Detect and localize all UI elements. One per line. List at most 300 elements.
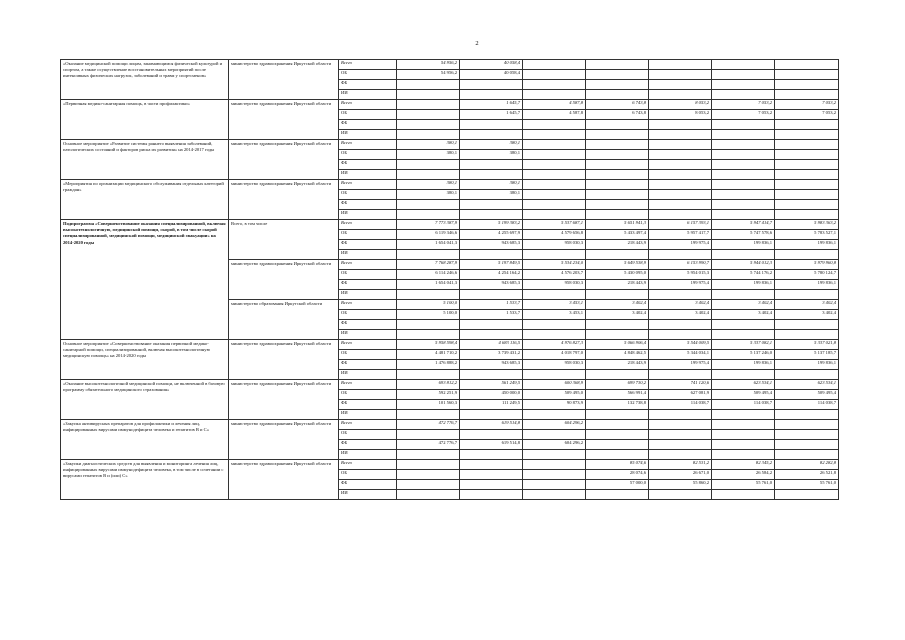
- amount-cell: [460, 250, 523, 260]
- amount-cell: [586, 160, 649, 170]
- amount-cell: 6 743,8: [586, 100, 649, 110]
- amount-cell: 5 544 009,5: [649, 340, 712, 350]
- amount-cell: 380,1: [397, 180, 460, 190]
- amount-cell: [775, 80, 839, 90]
- program-name-cell: Основное мероприятие «Развитие системы раннего выявления заболеваний, патологических состояний и факторов риска их развития» на 2014-2017 годы: [61, 140, 229, 180]
- funding-source-cell: ИИ: [339, 370, 397, 380]
- amount-cell: [712, 190, 775, 200]
- amount-cell: 111 249,5: [460, 400, 523, 410]
- amount-cell: [523, 490, 586, 500]
- amount-cell: 6 157 393,1: [649, 220, 712, 230]
- amount-cell: 4 481 710,2: [397, 350, 460, 360]
- amount-cell: [397, 200, 460, 210]
- funding-source-cell: ФБ: [339, 80, 397, 90]
- amount-cell: [775, 320, 839, 330]
- amount-cell: [586, 180, 649, 190]
- funding-source-cell: Всего: [339, 260, 397, 270]
- funding-source-cell: ОБ: [339, 190, 397, 200]
- amount-cell: [586, 120, 649, 130]
- amount-cell: 26 521,8: [775, 470, 839, 480]
- amount-cell: 509 495,4: [775, 390, 839, 400]
- amount-cell: 6 114 246,6: [397, 270, 460, 280]
- amount-cell: [523, 170, 586, 180]
- amount-cell: [397, 320, 460, 330]
- amount-cell: 8 053,2: [649, 110, 712, 120]
- amount-cell: [712, 320, 775, 330]
- amount-cell: 619 514,8: [460, 420, 523, 430]
- amount-cell: [460, 80, 523, 90]
- amount-cell: [649, 330, 712, 340]
- amount-cell: [649, 60, 712, 70]
- amount-cell: 3 739 431,2: [460, 350, 523, 360]
- amount-cell: [460, 480, 523, 490]
- amount-cell: 101 560,3: [397, 400, 460, 410]
- amount-cell: 619 514,8: [460, 440, 523, 450]
- amount-cell: [460, 210, 523, 220]
- amount-cell: 199 836,1: [775, 280, 839, 290]
- amount-cell: [397, 160, 460, 170]
- amount-cell: [460, 200, 523, 210]
- amount-cell: [523, 430, 586, 440]
- amount-cell: 604 296,2: [523, 420, 586, 430]
- amount-cell: [712, 150, 775, 160]
- amount-cell: [523, 470, 586, 480]
- amount-cell: 5 137 246,0: [712, 350, 775, 360]
- amount-cell: 1 645,7: [460, 100, 523, 110]
- amount-cell: [586, 190, 649, 200]
- amount-cell: [649, 80, 712, 90]
- amount-cell: [649, 120, 712, 130]
- funding-source-cell: ИИ: [339, 250, 397, 260]
- amount-cell: 7 053,2: [712, 100, 775, 110]
- amount-cell: 1 645,7: [460, 110, 523, 120]
- amount-cell: 4 579 656,8: [523, 230, 586, 240]
- amount-cell: [775, 370, 839, 380]
- amount-cell: 5 780 124,7: [775, 270, 839, 280]
- amount-cell: 380,1: [460, 190, 523, 200]
- funding-source-cell: ИИ: [339, 290, 397, 300]
- amount-cell: 199 975,4: [649, 280, 712, 290]
- amount-cell: 1 533,7: [460, 310, 523, 320]
- amount-cell: [397, 460, 460, 470]
- amount-cell: [775, 70, 839, 80]
- amount-cell: [586, 140, 649, 150]
- amount-cell: 199 975,4: [649, 240, 712, 250]
- amount-cell: [523, 80, 586, 90]
- amount-cell: [775, 450, 839, 460]
- funding-source-cell: Всего: [339, 100, 397, 110]
- amount-cell: 7 053,2: [775, 100, 839, 110]
- amount-cell: [775, 420, 839, 430]
- amount-cell: [586, 440, 649, 450]
- amount-cell: [586, 130, 649, 140]
- amount-cell: [649, 160, 712, 170]
- amount-cell: [460, 90, 523, 100]
- funding-source-cell: ИИ: [339, 410, 397, 420]
- amount-cell: 3 453,1: [523, 300, 586, 310]
- amount-cell: [649, 150, 712, 160]
- amount-cell: 566 991,4: [586, 390, 649, 400]
- amount-cell: 4 587,8: [523, 110, 586, 120]
- amount-cell: 380,1: [397, 150, 460, 160]
- amount-cell: [649, 420, 712, 430]
- amount-cell: 1 654 041,3: [397, 240, 460, 250]
- funding-source-cell: ФБ: [339, 440, 397, 450]
- amount-cell: 958 030,3: [523, 360, 586, 370]
- amount-cell: 7 768 287,9: [397, 260, 460, 270]
- amount-cell: [775, 120, 839, 130]
- executor-cell: министерство здравоохранения Иркутской области: [229, 340, 339, 380]
- amount-cell: [586, 250, 649, 260]
- program-name-cell: Подпрограмма «Совершенствование оказания специализированной, включая высокотехнологичную, медицинской помощи, скорой, в том числе скорой специализированной, медицинской помощи, медицинской эвакуации» на 2014-2020 годы: [61, 220, 229, 340]
- amount-cell: 5 744 176,2: [712, 270, 775, 280]
- amount-cell: 4 576 203,7: [523, 270, 586, 280]
- funding-source-cell: ОБ: [339, 350, 397, 360]
- funding-source-cell: Всего: [339, 460, 397, 470]
- amount-cell: 509 495,4: [712, 390, 775, 400]
- amount-cell: 5 199 383,2: [460, 220, 523, 230]
- amount-cell: [712, 180, 775, 190]
- amount-cell: 5 197 849,5: [460, 260, 523, 270]
- amount-cell: 561 249,5: [460, 380, 523, 390]
- program-name-cell: Основное мероприятие «Совершенствование оказания первичной медико-санитарной помощи, специализированной, включая высокотехнологичную медицинскую помощь» на 2014-2020 годы: [61, 340, 229, 380]
- amount-cell: 5 783 527,1: [775, 230, 839, 240]
- amount-cell: [586, 320, 649, 330]
- amount-cell: [586, 90, 649, 100]
- amount-cell: 55 860,2: [649, 480, 712, 490]
- amount-cell: [397, 90, 460, 100]
- amount-cell: [649, 320, 712, 330]
- amount-cell: [523, 410, 586, 420]
- amount-cell: [397, 290, 460, 300]
- amount-cell: [586, 330, 649, 340]
- amount-cell: 472 776,7: [397, 420, 460, 430]
- amount-cell: [460, 410, 523, 420]
- amount-cell: [712, 490, 775, 500]
- executor-cell: министерство здравоохранения Иркутской области: [229, 420, 339, 460]
- amount-cell: 4 018 797,0: [523, 350, 586, 360]
- amount-cell: [775, 490, 839, 500]
- amount-cell: [775, 250, 839, 260]
- amount-cell: [586, 150, 649, 160]
- amount-cell: [775, 200, 839, 210]
- funding-source-cell: ОБ: [339, 230, 397, 240]
- amount-cell: [712, 330, 775, 340]
- amount-cell: 693 812,2: [397, 380, 460, 390]
- amount-cell: [460, 490, 523, 500]
- amount-cell: [586, 410, 649, 420]
- amount-cell: [460, 120, 523, 130]
- amount-cell: 1 476 888,2: [397, 360, 460, 370]
- amount-cell: 509 495,0: [523, 390, 586, 400]
- amount-cell: [586, 420, 649, 430]
- amount-cell: 3 402,4: [775, 300, 839, 310]
- amount-cell: [460, 330, 523, 340]
- amount-cell: [649, 290, 712, 300]
- executor-cell: министерство здравоохранения Иркутской области: [229, 180, 339, 220]
- amount-cell: [586, 170, 649, 180]
- amount-cell: [712, 370, 775, 380]
- amount-cell: [460, 470, 523, 480]
- amount-cell: 199 836,1: [712, 280, 775, 290]
- amount-cell: [523, 450, 586, 460]
- amount-cell: [712, 250, 775, 260]
- amount-cell: [586, 200, 649, 210]
- amount-cell: [775, 160, 839, 170]
- amount-cell: [523, 150, 586, 160]
- amount-cell: 380,1: [460, 150, 523, 160]
- amount-cell: 380,1: [460, 140, 523, 150]
- amount-cell: 54 956,2: [397, 70, 460, 80]
- amount-cell: 5 100,0: [397, 310, 460, 320]
- amount-cell: 5 430 095,0: [586, 270, 649, 280]
- amount-cell: 90 873,9: [523, 400, 586, 410]
- executor-cell: министерство здравоохранения Иркутской области: [229, 260, 339, 300]
- amount-cell: [649, 490, 712, 500]
- amount-cell: [397, 450, 460, 460]
- funding-source-cell: ФБ: [339, 120, 397, 130]
- amount-cell: 380,1: [460, 180, 523, 190]
- funding-source-cell: ФБ: [339, 320, 397, 330]
- amount-cell: [460, 460, 523, 470]
- amount-cell: 8 053,2: [649, 100, 712, 110]
- amount-cell: 5 534 234,0: [523, 260, 586, 270]
- amount-cell: 472 776,7: [397, 440, 460, 450]
- amount-cell: [775, 440, 839, 450]
- funding-source-cell: ИИ: [339, 490, 397, 500]
- funding-source-cell: ОБ: [339, 270, 397, 280]
- funding-source-cell: ИИ: [339, 170, 397, 180]
- amount-cell: 114 038,7: [775, 400, 839, 410]
- amount-cell: [397, 120, 460, 130]
- amount-cell: 5 337 082,1: [712, 340, 775, 350]
- amount-cell: [775, 60, 839, 70]
- program-name-cell: «Оказание высокотехнологичной медицинской помощи, не включенной в базовую программу обязательного медицинского страхования»: [61, 380, 229, 420]
- amount-cell: 943 685,3: [460, 280, 523, 290]
- amount-cell: [712, 430, 775, 440]
- amount-cell: [397, 480, 460, 490]
- amount-cell: [775, 330, 839, 340]
- amount-cell: 623 534,1: [712, 380, 775, 390]
- amount-cell: 40 058,4: [460, 70, 523, 80]
- amount-cell: 5 947 414,7: [712, 220, 775, 230]
- amount-cell: 7 773 387,9: [397, 220, 460, 230]
- funding-source-cell: ИИ: [339, 330, 397, 340]
- executor-cell: министерство здравоохранения Иркутской области: [229, 460, 339, 500]
- amount-cell: 7 053,2: [775, 110, 839, 120]
- amount-cell: 5 066 906,4: [586, 340, 649, 350]
- amount-cell: 5 100,0: [397, 300, 460, 310]
- amount-cell: [775, 430, 839, 440]
- amount-cell: 627 081,9: [649, 390, 712, 400]
- amount-cell: 380,1: [397, 140, 460, 150]
- amount-cell: 26 584,2: [712, 470, 775, 480]
- amount-cell: 3 402,4: [712, 310, 775, 320]
- amount-cell: [775, 210, 839, 220]
- amount-cell: [523, 250, 586, 260]
- amount-cell: [523, 190, 586, 200]
- table-row: [61, 340, 839, 350]
- amount-cell: [586, 490, 649, 500]
- amount-cell: [460, 370, 523, 380]
- funding-source-cell: ИИ: [339, 130, 397, 140]
- amount-cell: [712, 420, 775, 430]
- amount-cell: [397, 330, 460, 340]
- program-name-cell: «Закупка антивирусных препаратов для профилактики и лечения лиц, инфицированных вирусами иммунодефицита человека и гепатитов B и C»: [61, 420, 229, 460]
- amount-cell: 3 402,4: [649, 310, 712, 320]
- table-row: [61, 380, 839, 390]
- amount-cell: [397, 370, 460, 380]
- amount-cell: [649, 140, 712, 150]
- amount-cell: [460, 320, 523, 330]
- amount-cell: 3 402,4: [775, 310, 839, 320]
- amount-cell: 958 030,3: [523, 280, 586, 290]
- amount-cell: [460, 430, 523, 440]
- amount-cell: [460, 130, 523, 140]
- amount-cell: 943 685,3: [460, 360, 523, 370]
- table-row: [61, 420, 839, 430]
- funding-source-cell: ОБ: [339, 470, 397, 480]
- amount-cell: 218 443,9: [586, 280, 649, 290]
- amount-cell: 4 254 164,2: [460, 270, 523, 280]
- amount-cell: [586, 60, 649, 70]
- amount-cell: 114 038,7: [712, 400, 775, 410]
- amount-cell: [586, 450, 649, 460]
- amount-cell: [523, 120, 586, 130]
- amount-cell: [775, 170, 839, 180]
- amount-cell: [712, 160, 775, 170]
- amount-cell: [586, 290, 649, 300]
- program-name-cell: «Закупки диагностических средств для выявления и мониторинга лечения лиц, инфицированных вирусами иммунодефицита человека, в том числе в сочетании с вирусами гепатитов B и (или) C»: [61, 460, 229, 500]
- amount-cell: 5 433 497,4: [586, 230, 649, 240]
- amount-cell: [523, 140, 586, 150]
- amount-cell: 57 000,0: [586, 480, 649, 490]
- amount-cell: [586, 80, 649, 90]
- amount-cell: 5 957 417,7: [649, 230, 712, 240]
- amount-cell: 5 747 578,6: [712, 230, 775, 240]
- amount-cell: 5 944 012,3: [712, 260, 775, 270]
- amount-cell: 5 137 185,7: [775, 350, 839, 360]
- budget-table: [60, 59, 839, 500]
- amount-cell: [460, 450, 523, 460]
- amount-cell: [649, 170, 712, 180]
- table-row: [61, 140, 839, 150]
- amount-cell: [586, 70, 649, 80]
- executor-cell: Всего, в том числе: [229, 220, 339, 260]
- funding-source-cell: ОБ: [339, 110, 397, 120]
- amount-cell: 5 979 960,8: [775, 260, 839, 270]
- amount-cell: 82 531,2: [649, 460, 712, 470]
- amount-cell: [523, 460, 586, 470]
- amount-cell: [649, 410, 712, 420]
- amount-cell: [460, 160, 523, 170]
- amount-cell: 450 000,0: [460, 390, 523, 400]
- program-name-cell: «Оказание медицинской помощи лицам, занимающимся физической культурой и спортом, а также осуществление восстановительных мероприятий после интенсивных физических нагрузок, заболеваний и травм у спортсменов»: [61, 60, 229, 100]
- amount-cell: 28 074,6: [586, 470, 649, 480]
- amount-cell: [523, 60, 586, 70]
- amount-cell: [397, 110, 460, 120]
- amount-cell: 5 958 598,4: [397, 340, 460, 350]
- amount-cell: [523, 160, 586, 170]
- amount-cell: [775, 410, 839, 420]
- amount-cell: 699 730,2: [586, 380, 649, 390]
- amount-cell: [649, 70, 712, 80]
- funding-source-cell: Всего: [339, 420, 397, 430]
- amount-cell: [397, 100, 460, 110]
- program-name-cell: «Мероприятия по организации медицинского обслуживания отдельных категорий граждан»: [61, 180, 229, 220]
- amount-cell: 55 761,0: [712, 480, 775, 490]
- funding-source-cell: Всего: [339, 380, 397, 390]
- funding-source-cell: Всего: [339, 180, 397, 190]
- funding-source-cell: Всего: [339, 140, 397, 150]
- amount-cell: [649, 370, 712, 380]
- amount-cell: [712, 170, 775, 180]
- amount-cell: [397, 170, 460, 180]
- funding-source-cell: Всего: [339, 340, 397, 350]
- funding-source-cell: ОБ: [339, 310, 397, 320]
- funding-source-cell: ИИ: [339, 90, 397, 100]
- amount-cell: [523, 130, 586, 140]
- amount-cell: 592 251,9: [397, 390, 460, 400]
- amount-cell: [712, 120, 775, 130]
- amount-cell: 199 836,1: [712, 360, 775, 370]
- funding-source-cell: ФБ: [339, 280, 397, 290]
- amount-cell: 85 074,6: [586, 460, 649, 470]
- amount-cell: 7 053,2: [712, 110, 775, 120]
- amount-cell: [523, 290, 586, 300]
- amount-cell: [712, 290, 775, 300]
- amount-cell: 55 761,0: [775, 480, 839, 490]
- amount-cell: [397, 470, 460, 480]
- amount-cell: [397, 210, 460, 220]
- executor-cell: министерство образования Иркутской области: [229, 300, 339, 340]
- program-name-cell: «Первичная медико-санитарная помощь, в части профилактики»: [61, 100, 229, 140]
- amount-cell: [586, 370, 649, 380]
- amount-cell: [649, 90, 712, 100]
- amount-cell: [775, 130, 839, 140]
- amount-cell: 218 443,9: [586, 240, 649, 250]
- amount-cell: [712, 450, 775, 460]
- amount-cell: 5 344 034,1: [649, 350, 712, 360]
- funding-source-cell: ФБ: [339, 200, 397, 210]
- funding-source-cell: ОБ: [339, 150, 397, 160]
- amount-cell: 3 402,4: [712, 300, 775, 310]
- table-row: [61, 100, 839, 110]
- amount-cell: 6 743,8: [586, 110, 649, 120]
- amount-cell: [712, 60, 775, 70]
- amount-cell: [523, 330, 586, 340]
- executor-cell: министерство здравоохранения Иркутской области: [229, 380, 339, 420]
- amount-cell: 943 685,3: [460, 240, 523, 250]
- amount-cell: [712, 90, 775, 100]
- amount-cell: 3 402,4: [586, 310, 649, 320]
- amount-cell: [649, 200, 712, 210]
- amount-cell: [712, 130, 775, 140]
- amount-cell: 199 836,1: [775, 240, 839, 250]
- funding-source-cell: ОБ: [339, 430, 397, 440]
- amount-cell: [649, 250, 712, 260]
- amount-cell: 5 983 363,2: [775, 220, 839, 230]
- amount-cell: [775, 150, 839, 160]
- amount-cell: [712, 140, 775, 150]
- amount-cell: 5 337 021,8: [775, 340, 839, 350]
- amount-cell: 4 255 697,9: [460, 230, 523, 240]
- amount-cell: [523, 70, 586, 80]
- funding-source-cell: ИИ: [339, 210, 397, 220]
- amount-cell: 1 533,7: [460, 300, 523, 310]
- amount-cell: [775, 180, 839, 190]
- amount-cell: [649, 440, 712, 450]
